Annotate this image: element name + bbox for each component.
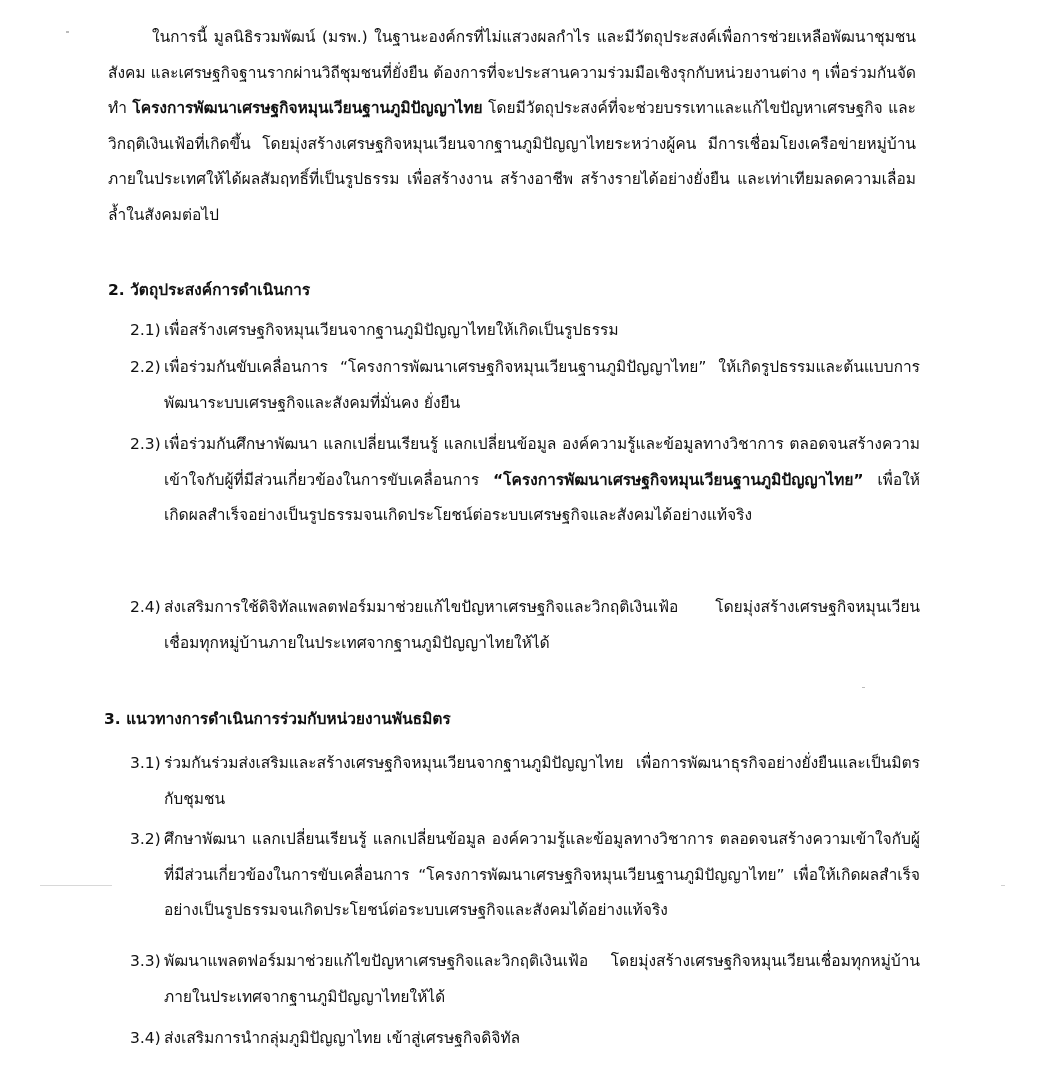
item-text: เพื่อร่วมกันขับเคลื่อนการ “โครงการพัฒนาเศรษฐกิจหมุนเวียนฐานภูมิปัญญาไทย” ให้เกิดรูปธรรมและต้นแบบการพัฒนาระบบเศรษฐกิจและสังคมที่มั่นคง ยั่งยืน	[164, 358, 920, 412]
approach-item	[130, 944, 920, 1015]
project-name-bold: “โครงการพัฒนาเศรษฐกิจหมุนเวียนฐานภูมิปัญญาไทย”	[492, 470, 864, 489]
item-number: 3.1)	[130, 754, 161, 772]
item-number: 2.1)	[130, 321, 161, 339]
item-text	[164, 427, 920, 534]
item-text-pre: เพื่อร่วมกันศึกษาพัฒนา แลกเปลี่ยนเรียนรู้ แลกเปลี่ยนข้อมูล องค์ความรู้และข้อมูลทางวิชาการ ตลอดจนสร้างความเข้าใจกับผู้ที่มีส่วนเกี่ยวข้องในการขับเคลื่อนการ	[164, 435, 920, 489]
approach-item	[130, 1021, 920, 1057]
item-text: พัฒนาแพลตฟอร์มมาช่วยแก้ไขปัญหาเศรษฐกิจและวิกฤติเงินเฟ้อ โดยมุ่งสร้างเศรษฐกิจหมุนเวียนเชื่อมทุกหมู่บ้านภายในประเทศจากฐานภูมิปัญญาไทยให้ได้	[164, 952, 920, 1006]
item-number: 3.3)	[130, 952, 161, 970]
objective-item	[130, 350, 920, 421]
item-text-post: เพื่อให้เกิดผลสำเร็จอย่างเป็นรูปธรรมจนเกิดประโยชน์ต่อระบบเศรษฐกิจและสังคมได้อย่างแท้จริง	[164, 470, 920, 524]
item-text: ร่วมกันร่วมส่งเสริมและสร้างเศรษฐกิจหมุนเวียนจากฐานภูมิปัญญาไทย เพื่อการพัฒนาธุรกิจอย่างยั่งยืนและเป็นมิตรกับชุมชน	[164, 754, 920, 808]
intro-text-end: โดยมีวัตถุประสงค์ที่จะช่วยบรรเทาและแก้ไขปัญหาเศรษฐกิจ และวิกฤติเงินเฟ้อที่เกิดขึ้น โดยมุ่งสร้างเศรษฐกิจหมุนเวียนจากฐานภูมิปัญญาไทยระหว่างผู้คน มีการเชื่อมโยงเครือข่ายหมู่บ้านภายในประเทศให้ได้ผลสัมฤทธิ์ที่เป็นรูปธรรม เพื่อสร้างงาน สร้างอาชีพ สร้างรายได้อย่างยั่งยืน และเท่าเทียมลดความเลื่อมล้ำในสังคมต่อไป	[108, 99, 916, 224]
item-number: 2.4)	[130, 598, 161, 616]
item-number: 3.4)	[130, 1029, 161, 1047]
item-text: ส่งเสริมการนำกลุ่มภูมิปัญญาไทย เข้าสู่เศรษฐกิจดิจิทัล	[164, 1029, 521, 1047]
section-2-heading: 2. วัตถุประสงค์การดำเนินการ	[108, 281, 311, 299]
scan-speck	[40, 885, 112, 886]
objective-item	[130, 313, 920, 349]
item-number: 2.2)	[130, 358, 161, 376]
scan-speck	[862, 687, 865, 688]
objective-item	[130, 590, 920, 661]
item-text: ศึกษาพัฒนา แลกเปลี่ยนเรียนรู้ แลกเปลี่ยนข้อมูล องค์ความรู้และข้อมูลทางวิชาการ ตลอดจนสร้างความเข้าใจกับผู้ที่มีส่วนเกี่ยวข้องในการขับเคลื่อนการ “โครงการพัฒนาเศรษฐกิจหมุนเวียนฐานภูมิปัญญาไทย” เพื่อให้เกิดผลสำเร็จอย่างเป็นรูปธรรมจนเกิดประโยชน์ต่อระบบเศรษฐกิจและสังคมได้อย่างแท้จริง	[164, 830, 920, 919]
objective-item	[130, 427, 920, 534]
approach-item	[130, 822, 920, 929]
item-number: 2.3)	[130, 435, 161, 453]
item-text: ส่งเสริมการใช้ดิจิทัลแพลตฟอร์มมาช่วยแก้ไขปัญหาเศรษฐกิจและวิกฤติเงินเฟ้อ โดยมุ่งสร้างเศรษฐกิจหมุนเวียนเชื่อมทุกหมู่บ้านภายในประเทศจากฐานภูมิปัญญาไทยให้ได้	[164, 598, 920, 652]
section-3-heading: 3. แนวทางการดำเนินการร่วมกับหน่วยงานพันธมิตร	[104, 710, 451, 728]
scan-speck	[66, 31, 69, 33]
intro-text-start: ในการนี้ มูลนิธิรวมพัฒน์ (มรพ.) ในฐานะองค์กรที่ไม่แสวงผลกำไร และมีวัตถุประสงค์เพื่อการช่วยเหลือพัฒนาชุมชน สังคม และเศรษฐกิจฐานรากผ่านวิถีชุมชนที่ยั่งยืน ต้องการที่จะประสานความร่วมมือเชิงรุกกับหน่วยงานต่าง ๆ เพื่อร่วมกันจัดทำ	[108, 28, 916, 117]
scan-speck	[1001, 885, 1005, 886]
project-name: โครงการพัฒนาเศรษฐกิจหมุนเวียนฐานภูมิปัญญาไทย	[132, 99, 483, 117]
item-text: เพื่อสร้างเศรษฐกิจหมุนเวียนจากฐานภูมิปัญญาไทยให้เกิดเป็นรูปธรรม	[164, 321, 619, 339]
intro-paragraph	[108, 20, 916, 233]
approach-item	[130, 746, 920, 817]
item-number: 3.2)	[130, 830, 161, 848]
